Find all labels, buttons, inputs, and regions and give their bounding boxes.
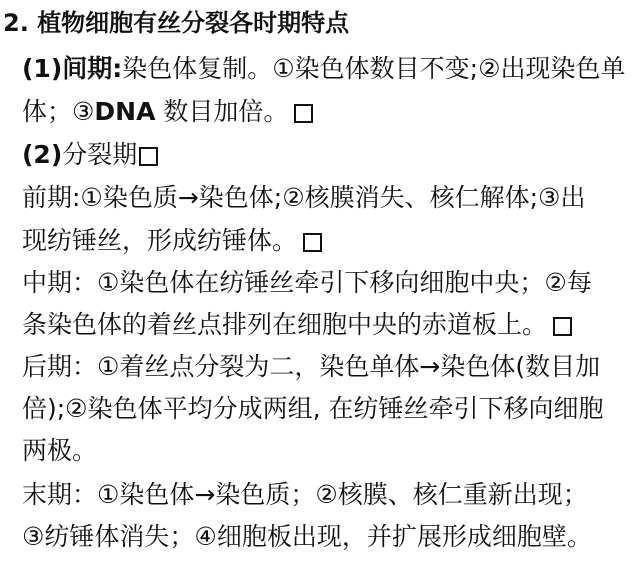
metaphase-line-1 bbox=[22, 268, 592, 298]
prophase-text-2: 现纺锤丝，形成纺锤体。 bbox=[22, 226, 298, 255]
anaphase-text-2: 倍);②染色体平均分成两组, 在纺锤丝牵引下移向细胞 bbox=[22, 394, 604, 423]
mitosis-heading bbox=[22, 140, 158, 170]
interphase-dna: DNA bbox=[94, 97, 156, 126]
anaphase-line-3 bbox=[22, 436, 97, 466]
interphase-marker: (1) bbox=[22, 54, 63, 83]
answer-checkbox-prophase[interactable] bbox=[303, 233, 322, 252]
anaphase-text-1: 后期：①着丝点分裂为二，染色单体→染色体(数目加 bbox=[22, 352, 601, 381]
interphase-label: 间期: bbox=[62, 54, 123, 83]
mitosis-label: 分裂期 bbox=[62, 140, 138, 169]
interphase-text-2b: 数目加倍。 bbox=[155, 97, 289, 126]
answer-checkbox-mitosis[interactable] bbox=[139, 147, 158, 166]
section-number: 2. bbox=[3, 9, 29, 37]
anaphase-text-3: 两极。 bbox=[22, 436, 98, 465]
mitosis-marker: (2) bbox=[22, 140, 63, 169]
answer-checkbox-interphase[interactable] bbox=[294, 104, 313, 123]
section-title: 植物细胞有丝分裂各时期特点 bbox=[37, 9, 350, 37]
answer-checkbox-metaphase[interactable] bbox=[553, 317, 572, 336]
prophase-line-2 bbox=[22, 226, 322, 256]
telophase-text-2: ③纺锤体消失；④细胞板出现，并扩展形成细胞壁。 bbox=[22, 522, 592, 551]
telophase-line-2 bbox=[22, 522, 592, 552]
interphase-text-2a: 体；③ bbox=[22, 97, 95, 126]
interphase-line-2 bbox=[22, 97, 313, 127]
telophase-line-1 bbox=[22, 480, 588, 510]
anaphase-line-2 bbox=[22, 394, 603, 424]
prophase-line-1 bbox=[22, 183, 585, 213]
metaphase-text-1: 中期：①染色体在纺锤丝牵引下移向细胞中央；②每 bbox=[22, 268, 592, 297]
telophase-text-1: 末期：①染色体→染色质；②核膜、核仁重新出现； bbox=[22, 480, 588, 509]
interphase-line-1 bbox=[22, 54, 626, 84]
anaphase-line-1 bbox=[22, 352, 600, 382]
section-heading bbox=[3, 8, 349, 38]
metaphase-line-2 bbox=[22, 310, 572, 340]
prophase-text-1: 前期:①染色质→染色体;②核膜消失、核仁解体;③出 bbox=[22, 183, 586, 212]
metaphase-text-2: 条染色体的着丝点排列在细胞中央的赤道板上。 bbox=[22, 310, 548, 339]
interphase-text-1: 染色体复制。①染色体数目不变;②出现染色单 bbox=[122, 54, 626, 83]
